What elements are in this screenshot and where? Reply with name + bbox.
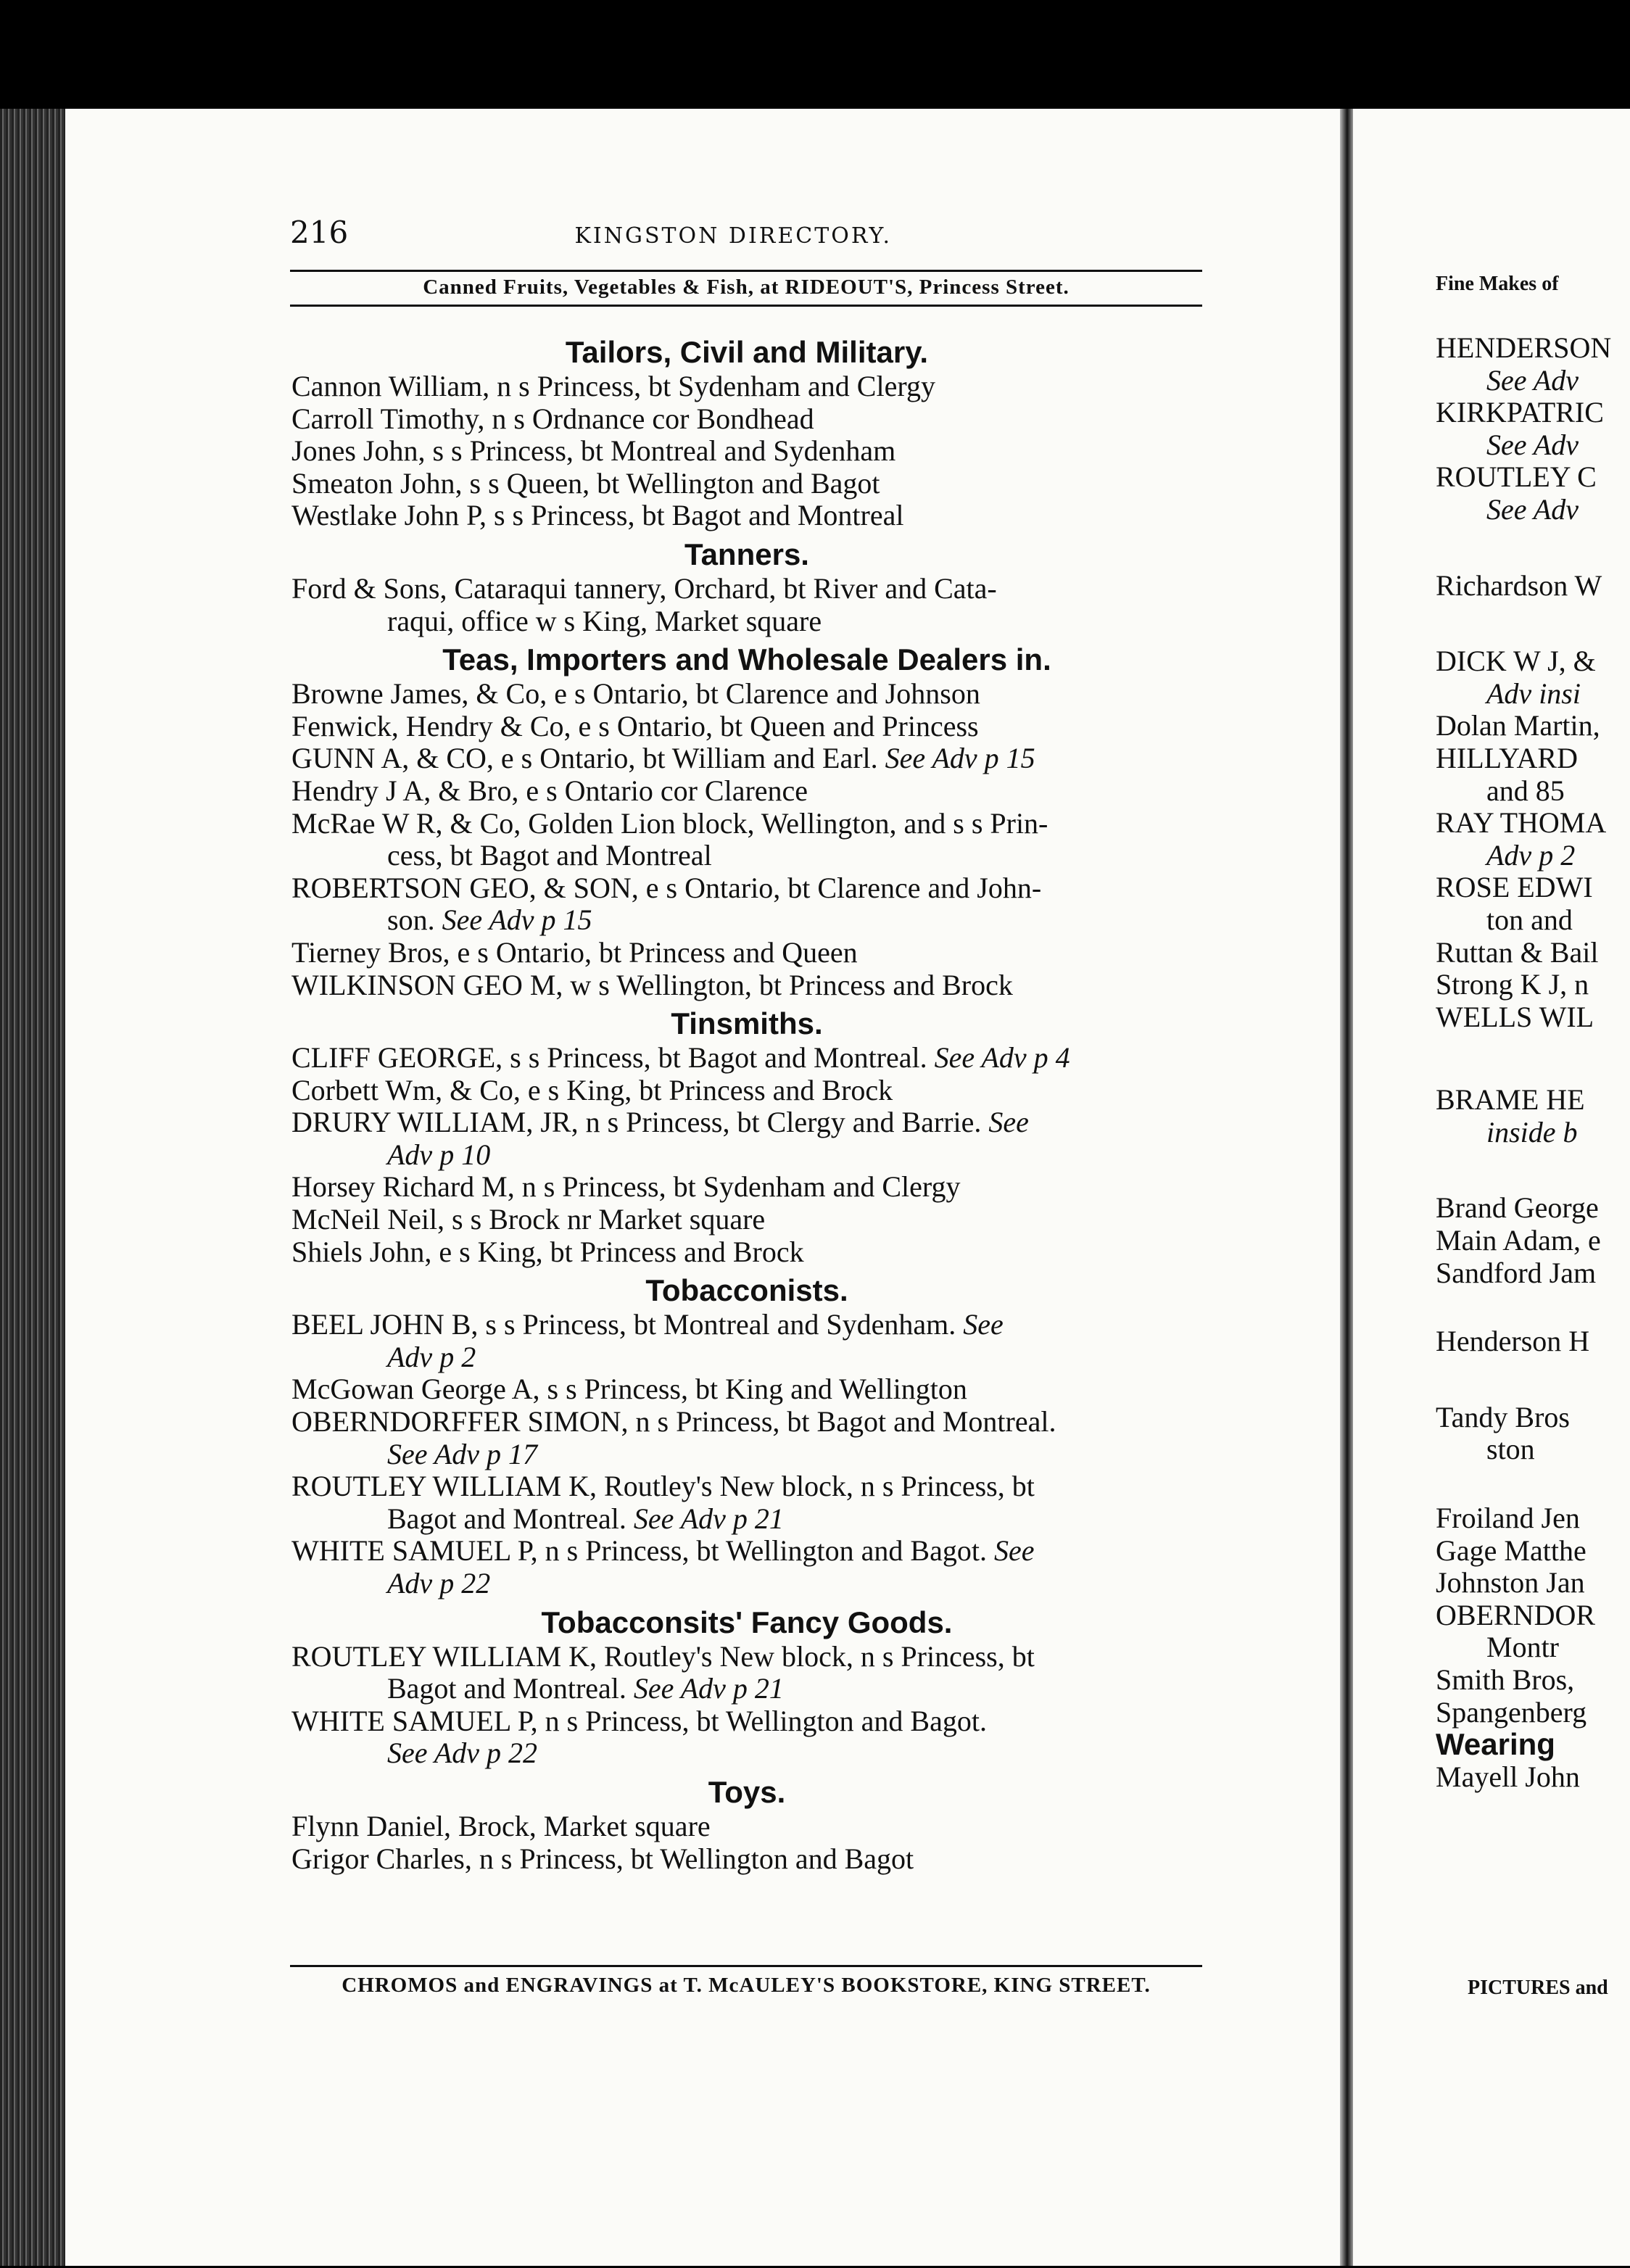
list-item: Tierney Bros, e s Ontario, bt Princess and Queen (291, 935, 858, 969)
facing-line: BRAME HE (1436, 1083, 1585, 1117)
facing-line: WELLS WIL (1436, 1000, 1594, 1033)
facing-line: Ruttan & Bail (1436, 935, 1599, 969)
advertisement-reference: See (963, 1308, 1004, 1341)
section-heading-tanners: Tanners. (684, 537, 809, 571)
list-item: WILKINSON GEO M, w s Wellington, bt Princess and Brock (291, 968, 1013, 1001)
page-number: 216 (290, 215, 349, 250)
list-item (291, 742, 1202, 775)
list-item: Grigor Charles, n s Princess, bt Wellington and Bagot (291, 1842, 914, 1875)
spacer (1436, 1033, 1630, 1084)
advertisement-reference: Adv p 22 (387, 1567, 491, 1599)
list-item: OBERNDORFFER SIMON, n s Princess, bt Bagot and Montreal. (291, 1405, 1056, 1439)
advertisement-reference: See Adv p 17 (387, 1437, 537, 1470)
list-item: Shiels John, e s King, bt Princess and Brock (291, 1235, 804, 1268)
running-title: KINGSTON DIRECTORY. (574, 223, 892, 249)
section-heading-tinsmiths: Tinsmiths. (671, 1006, 823, 1041)
facing-line: Spangenberg (1436, 1695, 1587, 1729)
list-item: Carroll Timothy, n s Ordnance cor Bondhead (291, 402, 814, 435)
facing-line: OBERNDOR (1436, 1598, 1596, 1631)
advertisement-reference: See (988, 1106, 1029, 1139)
advertisement-reference: See Adv p 22 (387, 1737, 537, 1770)
facing-line: Richardson W (1436, 568, 1602, 602)
facing-line: Brand George (1436, 1191, 1599, 1225)
advertisement-reference: See Adv p 15 (885, 742, 1035, 775)
section-heading-fancy-goods: Tobacconsits' Fancy Goods. (541, 1605, 953, 1639)
spacer (1436, 526, 1630, 570)
header-rule (290, 270, 1202, 272)
facing-line: See Adv (1486, 428, 1579, 461)
facing-line: Johnston Jan (1436, 1566, 1585, 1599)
facing-line: and 85 (1486, 774, 1565, 807)
facing-line: ton and (1486, 903, 1573, 936)
facing-line: HILLYARD (1436, 741, 1578, 774)
facing-line: Adv insi (1486, 676, 1581, 710)
list-item: Horsey Richard M, n s Princess, bt Sydenham and Clergy (291, 1170, 961, 1204)
spacer (1436, 1289, 1630, 1325)
list-item: ROBERTSON GEO, & SON, e s Ontario, bt Clarence and John- (291, 871, 1042, 904)
entry-text: DRURY WILLIAM, JR, n s Princess, bt Clergy and Barrie. (291, 1106, 982, 1139)
header-rule-lower (290, 305, 1202, 307)
footer-rule (290, 1965, 1202, 1967)
advertisement-reference: Adv p 10 (387, 1138, 491, 1171)
facing-line: Dolan Martin, (1436, 709, 1600, 742)
facing-line: ROUTLEY C (1436, 460, 1597, 494)
facing-line: ROSE EDWI (1436, 871, 1593, 904)
facing-line: DICK W J, & (1436, 645, 1596, 678)
list-item: Corbett Wm, & Co, e s King, bt Princess and Brock (291, 1073, 893, 1106)
advertisement-reference: See Adv p 4 (934, 1041, 1070, 1075)
facing-line: Adv p 2 (1486, 838, 1576, 872)
section-heading-toys: Toys. (708, 1774, 786, 1809)
facing-line: KIRKPATRIC (1436, 396, 1604, 429)
facing-line: Gage Matthe (1436, 1534, 1586, 1567)
spacer (1436, 1358, 1630, 1402)
facing-line: Strong K J, n (1436, 968, 1589, 1001)
facing-line: Sandford Jam (1436, 1256, 1597, 1289)
advertisement-reference: Adv p 2 (387, 1340, 476, 1373)
list-item-continuation (291, 1503, 1202, 1536)
entry-text: WHITE SAMUEL P, n s Princess, bt Wellington and Bagot. (291, 1534, 987, 1568)
list-item-continuation (291, 1673, 1202, 1705)
spacer (1436, 1149, 1630, 1192)
entry-text: GUNN A, & CO, e s Ontario, bt William and Earl. (291, 742, 878, 775)
list-item: Fenwick, Hendry & Co, e s Ontario, bt Queen and Princess (291, 709, 979, 742)
advertisement-reference: See Adv p 21 (633, 1502, 784, 1535)
facing-footer-advertisement: PICTURES and (1468, 1977, 1608, 1999)
list-item: Cannon William, n s Princess, bt Sydenham and Clergy (291, 370, 935, 402)
footer-advertisement: CHROMOS and ENGRAVINGS at T. McAULEY'S BOOKSTORE, KING STREET. (342, 1974, 1151, 1997)
spacer (1436, 1466, 1630, 1502)
facing-line: Main Adam, e (1436, 1224, 1601, 1257)
advertisement-reference: See Adv p 15 (442, 903, 592, 937)
list-item-continuation: cess, bt Bagot and Montreal (387, 839, 712, 872)
list-item (291, 1309, 1202, 1341)
section-heading-tailors: Tailors, Civil and Military. (565, 335, 929, 369)
header-advertisement: Canned Fruits, Vegetables & Fish, at RIDEOUT'S, Princess Street. (423, 276, 1070, 299)
list-item (291, 1535, 1202, 1568)
running-head (290, 215, 1204, 250)
list-item: Hendry J A, & Bro, e s Ontario cor Clarence (291, 774, 808, 807)
list-item (291, 1042, 1202, 1075)
entry-text: Bagot and Montreal. (387, 1502, 626, 1535)
list-item: Smeaton John, s s Queen, bt Wellington and Bagot (291, 466, 880, 500)
list-item: Flynn Daniel, Brock, Market square (291, 1809, 711, 1842)
advertisement-reference: See Adv p 21 (633, 1672, 784, 1705)
section-heading-tobacconists: Tobacconists. (645, 1273, 848, 1308)
list-item: Westlake John P, s s Princess, bt Bagot and Montreal (291, 499, 904, 532)
list-item: McRae W R, & Co, Golden Lion block, Wellington, and s s Prin- (291, 806, 1048, 840)
list-item: McNeil Neil, s s Brock nr Market square (291, 1203, 766, 1236)
facing-line: Mayell John (1436, 1760, 1580, 1793)
list-item (291, 1106, 1202, 1139)
facing-line: RAY THOMA (1436, 806, 1607, 840)
book-gutter (1340, 109, 1354, 2266)
facing-line: Montr (1486, 1631, 1559, 1664)
list-item-continuation (291, 904, 1202, 937)
facing-line: inside b (1486, 1115, 1578, 1149)
facing-line: Tandy Bros (1436, 1400, 1570, 1433)
list-item-continuation: raqui, office w s King, Market square (387, 604, 822, 637)
facing-line: Henderson H (1436, 1325, 1590, 1358)
facing-header-advertisement: Fine Makes of (1436, 273, 1559, 295)
advertisement-reference: See (993, 1534, 1035, 1568)
facing-page-column (1436, 332, 1630, 1793)
entry-text: BEEL JOHN B, s s Princess, bt Montreal and Sydenham. (291, 1308, 956, 1341)
facing-line: Froiland Jen (1436, 1502, 1580, 1535)
entry-text: Bagot and Montreal. (387, 1672, 626, 1705)
facing-section-heading: Wearing (1436, 1727, 1555, 1762)
facing-line: See Adv (1486, 363, 1579, 397)
entry-text: CLIFF GEORGE, s s Princess, bt Bagot and Montreal. (291, 1041, 927, 1075)
entry-text: son. (387, 903, 435, 937)
spacer (1436, 602, 1630, 645)
list-item: WHITE SAMUEL P, n s Princess, bt Wellington and Bagot. (291, 1704, 987, 1737)
list-item: Browne James, & Co, e s Ontario, bt Clarence and Johnson (291, 677, 980, 711)
list-item: Ford & Sons, Cataraqui tannery, Orchard, bt River and Cata- (291, 571, 997, 605)
facing-line: Smith Bros, (1436, 1663, 1575, 1696)
directory-listing (291, 330, 1202, 1875)
facing-line: See Adv (1486, 492, 1579, 526)
facing-line: ston (1486, 1433, 1535, 1466)
list-item: Jones John, s s Princess, bt Montreal and Sydenham (291, 434, 896, 468)
list-item: McGowan George A, s s Princess, bt King and Wellington (291, 1373, 967, 1406)
list-item: ROUTLEY WILLIAM K, Routley's New block, n s Princess, bt (291, 1470, 1035, 1503)
list-item: ROUTLEY WILLIAM K, Routley's New block, n s Princess, bt (291, 1639, 1035, 1673)
facing-line: HENDERSON (1436, 331, 1612, 364)
book-edge (0, 109, 73, 2266)
section-heading-teas: Teas, Importers and Wholesale Dealers in. (442, 642, 1051, 677)
